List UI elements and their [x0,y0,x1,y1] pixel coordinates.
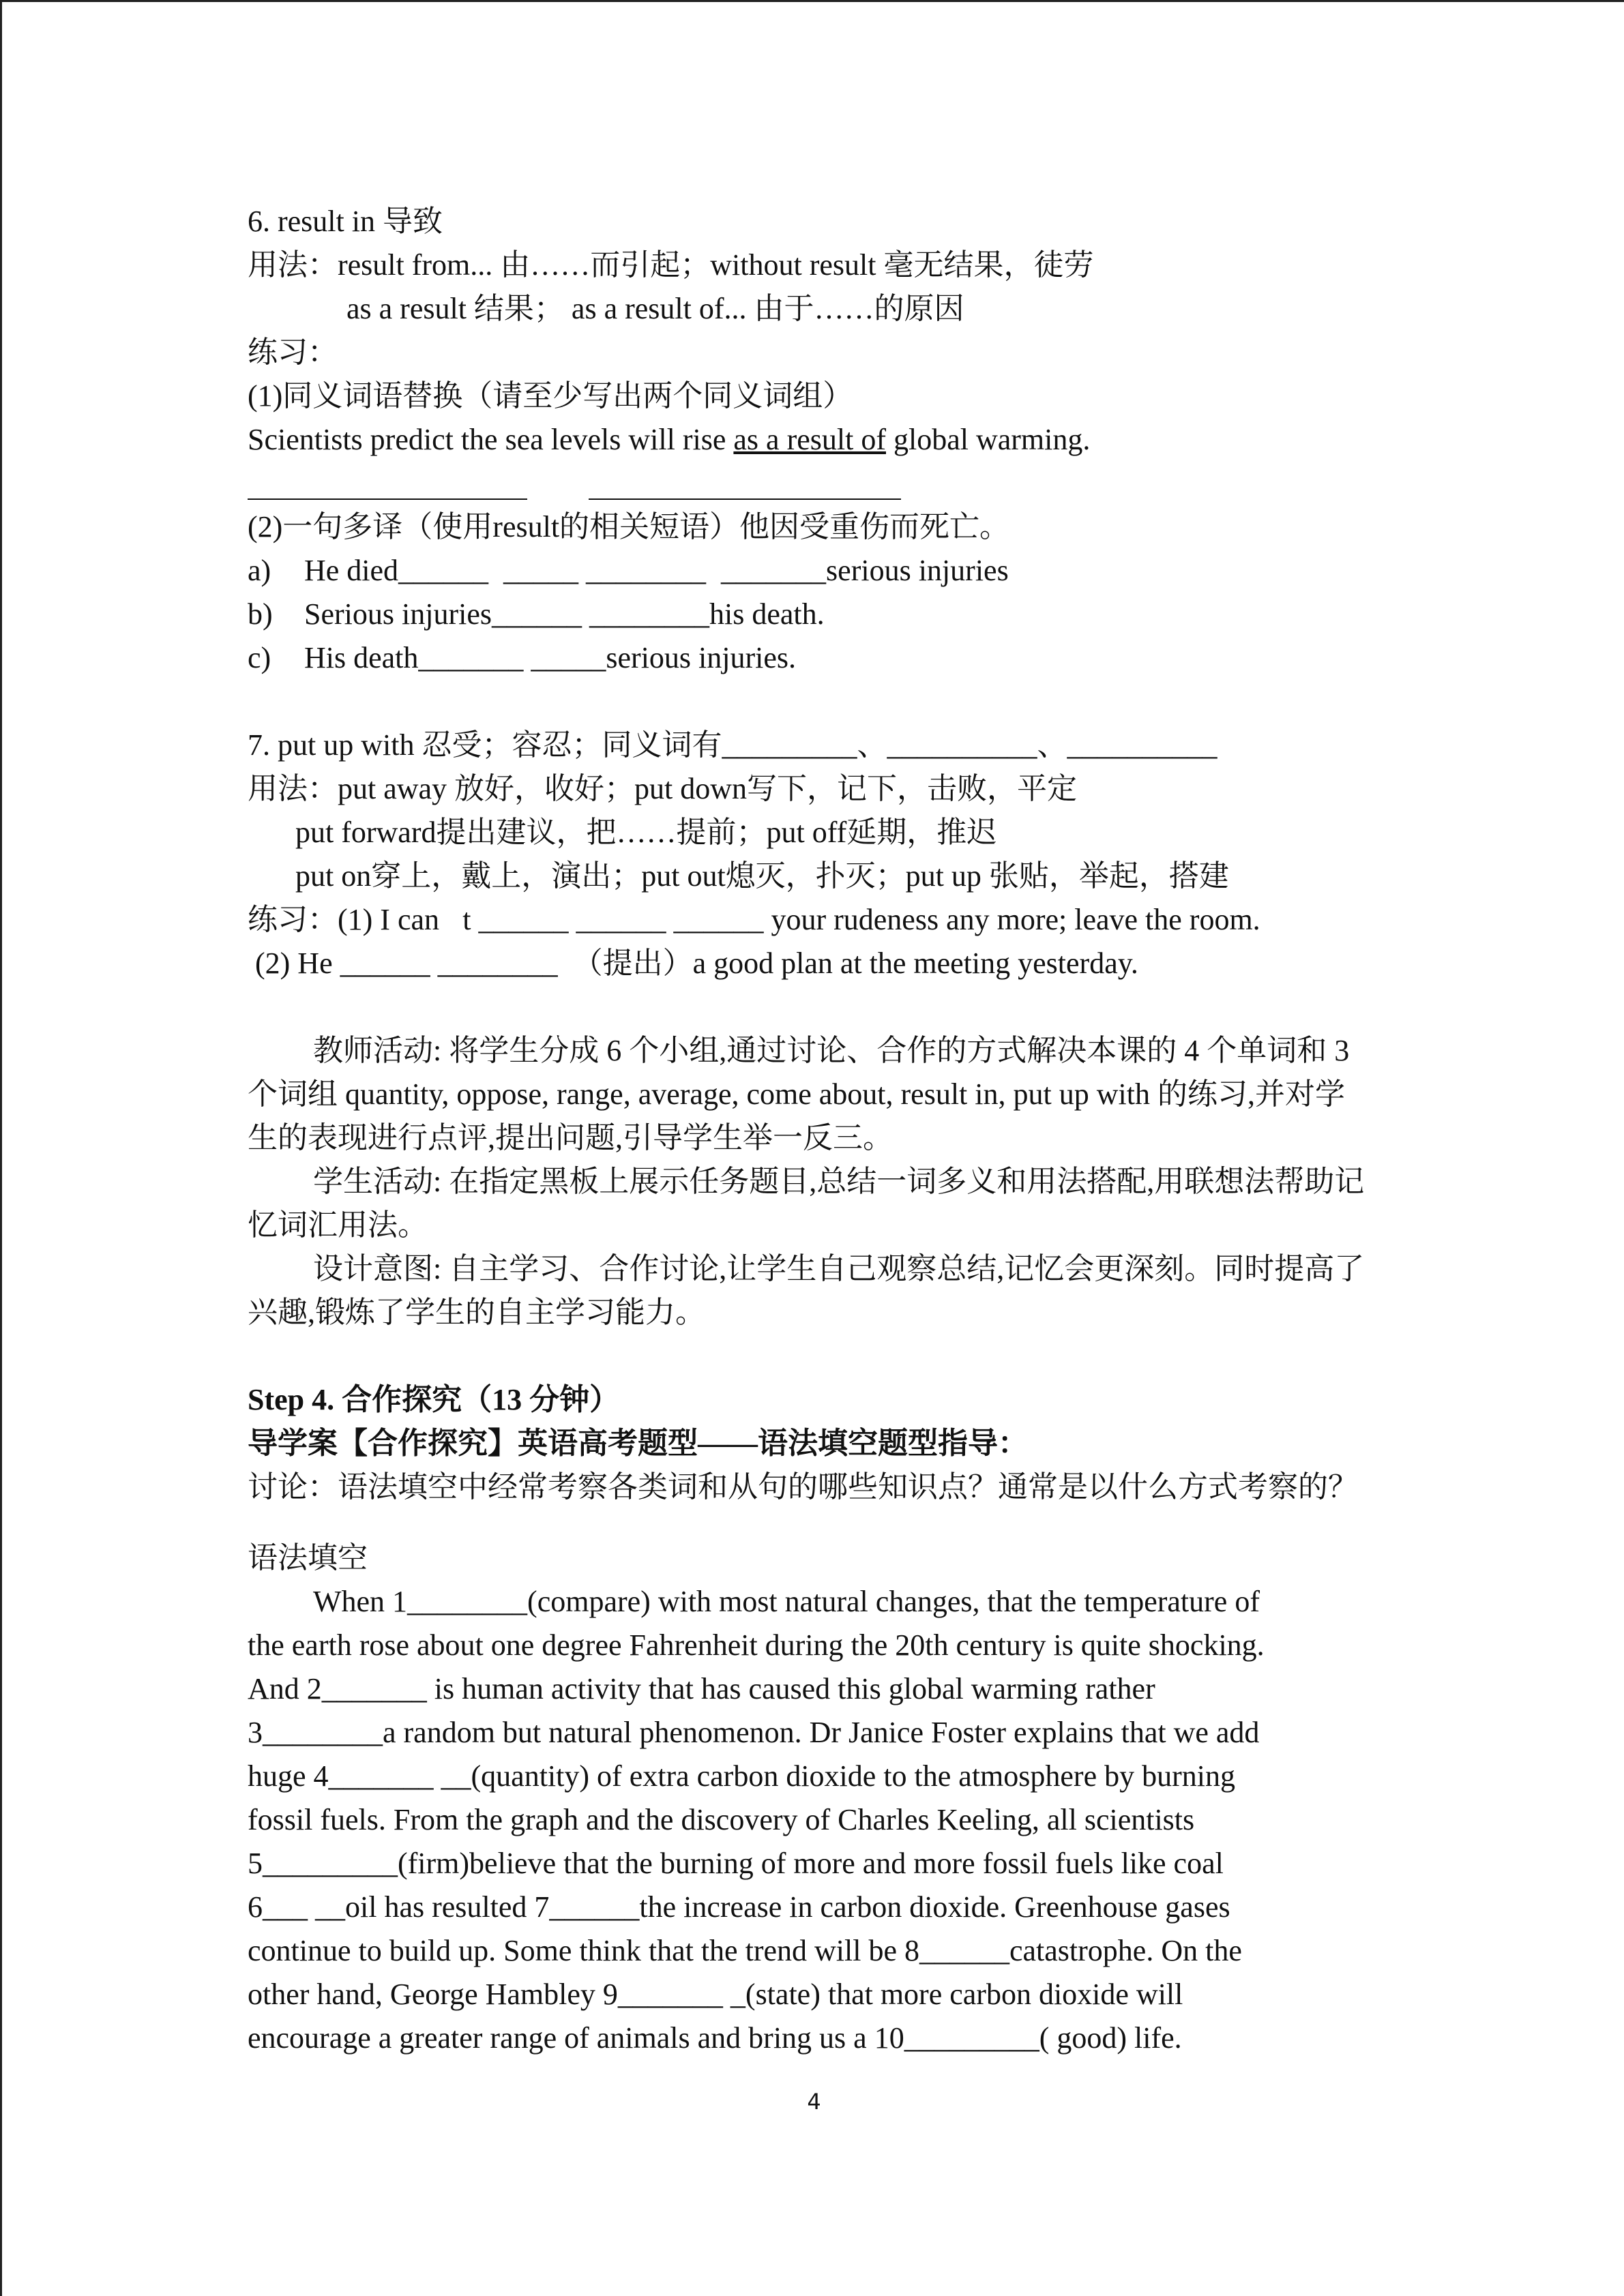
student-activity: 学生活动: 在指定黑板上展示任务题目,总结一词多义和用法搭配,用联想法帮助记忆词汇用法。 [248,1165,1365,1242]
spacer [248,1509,1373,1536]
step-4-label: Step 4 [248,1383,327,1416]
section-6-question-2: (2)一句多译（使用result的相关短语）他因受重伤而死亡。 [248,510,1010,543]
spacer [248,680,1373,724]
grammar-fill-heading: 语法填空 [248,1541,368,1575]
page-number: 4 [807,2089,821,2115]
list-item-label: b) [248,597,273,631]
section-6-title: 6. result in 导致 [248,205,443,238]
list-item-label: a) [248,554,271,587]
section-6-usage-1: 用法：result from... 由……而引起；without result 毫无结果，徒劳 [248,248,1094,282]
passage-line: encourage a greater range of animals and bring us a 10_________( good) life. [248,2021,1182,2055]
list-item-text: He died______ _____ ________ _______serious injuries [304,554,1009,587]
list-item [248,593,1373,636]
teacher-activity: 教师活动: 将学生分成 6 个小组,通过讨论、合作的方式解决本课的 4 个单词和 3 个词组 quantity, oppose, range, average, come about, result in, put up with 的练习,并对学生的表现进行点评,提出问题,引导学生举一反三。 [248,1034,1350,1154]
section-7-usage-1: 用法：put away 放好，收好；put down写下，记下，击败，平定 [248,772,1078,805]
passage-line: 3________a random but natural phenomenon. Dr Janice Foster explains that we add [248,1716,1260,1749]
spacer [248,1335,1373,1378]
step-4-discussion: 讨论：语法填空中经常考察各类词和从句的哪些知识点？通常是以什么方式考察的？ [248,1470,1358,1504]
section-7-usage-2: put forward提出建议，把……提前；put off延期，推迟 [295,816,997,849]
list-item [248,549,1373,593]
passage-line: And 2_______ is human activity that has caused this global warming rather [248,1672,1155,1705]
list-item-text: His death_______ _____serious injuries. [304,641,797,674]
section-7-title: 7. put up with 忍受；容忍；同义词有_________、__________、__________ [248,728,1217,762]
answer-blank-2[interactable] [589,498,901,500]
list-item-label: c) [248,641,271,674]
page-content [248,200,1373,2060]
list-item [248,636,1373,680]
spacer [248,985,1373,1029]
passage-line: huge 4_______ __(quantity) of extra carbon dioxide to the atmosphere by burning [248,1759,1235,1793]
section-7-exercise-2: (2) He ______ ________ （提出）a good plan at the meeting yesterday. [248,946,1138,980]
list-item-text: Serious injuries______ ________his death. [304,597,825,631]
sentence-underlined: as a result of [733,423,886,456]
section-6-practice-label: 练习： [248,336,338,369]
design-intent: 设计意图: 自主学习、合作讨论,让学生自己观察总结,记忆会更深刻。同时提高了兴趣,锻炼了学生的自主学习能力。 [248,1252,1365,1329]
section-6-question-1: (1)同义词语替换（请至少写出两个同义词组） [248,379,853,413]
sentence-pre: Scientists predict the sea levels will rise [248,423,734,456]
passage-line: the earth rose about one degree Fahrenheit during the 20th century is quite shocking. [248,1628,1265,1662]
grammar-fill-passage [248,1580,1373,2060]
section-7-usage-3: put on穿上，戴上，演出；put out熄灭，扑灭；put up 张贴，举起，搭建 [295,859,1229,893]
section-6-sentence [248,418,1373,462]
passage-line: other hand, George Hambley 9_______ _(state) that more carbon dioxide will [248,1978,1183,2011]
sentence-post: global warming. [885,423,1091,456]
passage-line: When 1________(compare) with most natural changes, that the temperature of [313,1585,1260,1618]
passage-line: 5_________(firm)believe that the burning of more and more fossil fuels like coal [248,1847,1224,1880]
step-4-title-rest: . 合作探究（13 分钟） [327,1383,620,1416]
step-4-subtitle: 导学案【合作探究】英语高考题型——语法填空题型指导： [248,1427,1028,1460]
answer-blank-1[interactable] [248,498,527,500]
passage-line: fossil fuels. From the graph and the discovery of Charles Keeling, all scientists [248,1803,1195,1836]
answer-blank-row [248,462,1373,505]
passage-line: 6___ __oil has resulted 7______the increase in carbon dioxide. Greenhouse gases [248,1890,1230,1924]
step-4-title [248,1378,1373,1422]
passage-line: continue to build up. Some think that the trend will be 8______catastrophe. On the [248,1934,1242,1967]
section-7-exercise-1: 练习：(1) I can t ______ ______ ______ your rudeness any more; leave the room. [248,903,1260,936]
section-6-usage-2: as a result 结果； as a result of... 由于……的原因 [346,292,964,325]
